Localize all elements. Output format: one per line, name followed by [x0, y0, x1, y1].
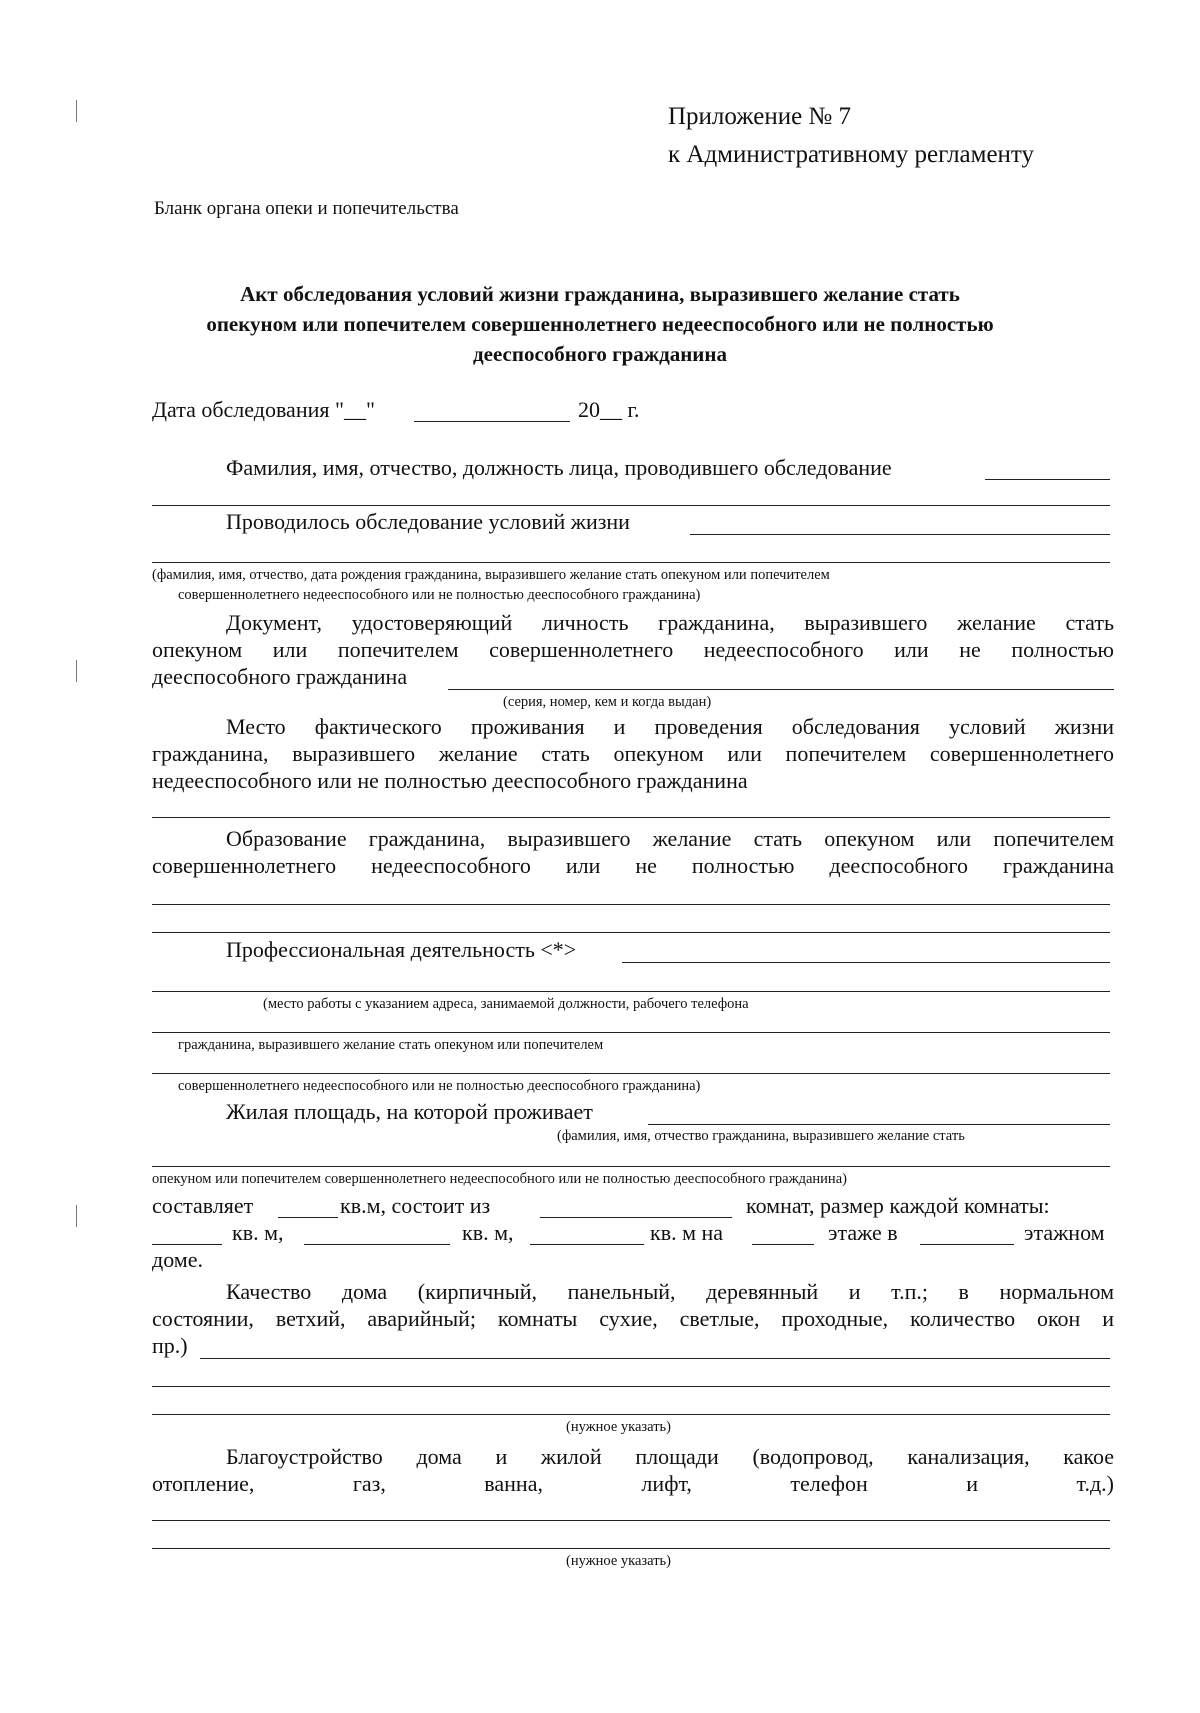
date-label: Дата обследования "__"	[152, 397, 375, 422]
survey-hint-line1: (фамилия, имя, отчество, дата рождения гражданина, выразившего желание стать опекуном или попечителем	[152, 567, 830, 583]
document-field[interactable]	[448, 689, 1114, 690]
profession-field-cont3[interactable]	[152, 1073, 1110, 1074]
quality-line1: Качество дома (кирпичный, панельный, деревянный и т.п.; в нормальном	[226, 1279, 1114, 1304]
quality-field-cont[interactable]	[152, 1386, 1110, 1387]
date-month-field[interactable]	[414, 421, 570, 422]
residence-field[interactable]	[152, 817, 1110, 818]
living-space-owner-field-cont[interactable]	[152, 1166, 1110, 1167]
room3-unit: кв. м на	[650, 1220, 724, 1245]
area-label-c: комнат, размер каждой комнаты:	[746, 1193, 1050, 1218]
profession-hint1: (место работы с указанием адреса, занимаемой должности, рабочего телефона	[263, 996, 749, 1012]
area-field[interactable]	[278, 1217, 338, 1218]
residence-line3: недееспособного или не полностью дееспособного гражданина	[152, 768, 748, 793]
room1-field[interactable]	[152, 1244, 222, 1245]
room2-field[interactable]	[304, 1244, 450, 1245]
rooms-field[interactable]	[540, 1217, 732, 1218]
education-field[interactable]	[152, 904, 1110, 905]
quality-line2: состоянии, ветхий, аварийный; комнаты сухие, светлые, проходные, количество окон и	[152, 1306, 1114, 1331]
floor-field[interactable]	[752, 1244, 814, 1245]
document-line3: дееспособного гражданина	[152, 664, 408, 689]
quality-field-cont2[interactable]	[152, 1414, 1110, 1415]
area-label-a: составляет	[152, 1193, 254, 1218]
profession-field-cont[interactable]	[152, 991, 1110, 992]
quality-line3: пр.)	[152, 1333, 188, 1358]
doc-title-line1: Акт обследования условий жизни гражданина, выразившего желание стать	[240, 282, 960, 306]
document-line2: опекуном или попечителем совершеннолетнего недееспособного или не полностью	[152, 637, 1114, 662]
blank-label: Бланк органа опеки и попечительства	[154, 198, 459, 219]
amenities-field-cont[interactable]	[152, 1548, 1110, 1549]
living-space-hint1: (фамилия, имя, отчество гражданина, выразившего желание стать	[557, 1128, 965, 1144]
education-field-cont[interactable]	[152, 932, 1110, 933]
profession-field-cont2[interactable]	[152, 1032, 1110, 1033]
scan-mark	[76, 660, 77, 682]
doc-title-line3: дееспособного гражданина	[473, 342, 727, 366]
living-space-hint2: опекуном или попечителем совершеннолетнего недееспособного или не полностью дееспособного гражданина)	[152, 1171, 847, 1187]
date-year: 20__ г.	[578, 397, 640, 422]
document-hint: (серия, номер, кем и когда выдан)	[503, 694, 712, 710]
inspector-field[interactable]	[985, 479, 1110, 480]
storeys-label: этажном	[1024, 1220, 1105, 1245]
document-line1: Документ, удостоверяющий личность гражданина, выразившего желание стать	[226, 610, 1114, 635]
profession-label: Профессиональная деятельность <*>	[226, 937, 577, 962]
inspector-field-cont[interactable]	[152, 505, 1110, 506]
amenities-line2: отопление, газ, ванна, лифт, телефон и т.д.)	[152, 1471, 1114, 1496]
education-line2: совершеннолетнего недееспособного или не полностью дееспособного гражданина	[152, 853, 1114, 878]
amenities-hint: (нужное указать)	[566, 1553, 671, 1569]
room1-unit: кв. м,	[232, 1220, 284, 1245]
quality-hint: (нужное указать)	[566, 1419, 671, 1435]
house-label: доме.	[152, 1247, 203, 1272]
residence-line2: гражданина, выразившего желание стать опекуном или попечителем совершеннолетнего	[152, 741, 1114, 766]
survey-hint-line2: совершеннолетнего недееспособного или не полностью дееспособного гражданина)	[178, 587, 701, 603]
profession-field[interactable]	[622, 962, 1110, 963]
living-space-owner-field[interactable]	[648, 1124, 1110, 1125]
amenities-field[interactable]	[152, 1520, 1110, 1521]
doc-title-line2: опекуном или попечителем совершеннолетнего недееспособного или не полностью	[206, 312, 994, 336]
quality-field[interactable]	[200, 1358, 1110, 1359]
profession-hint3: совершеннолетнего недееспособного или не полностью дееспособного гражданина)	[178, 1078, 701, 1094]
education-line1: Образование гражданина, выразившего желание стать опекуном или попечителем	[226, 826, 1114, 851]
scan-mark	[76, 100, 77, 122]
appendix-reference: к Административному регламенту	[668, 141, 1035, 168]
scan-mark	[76, 1205, 77, 1227]
area-label-b: кв.м, состоит из	[340, 1193, 491, 1218]
appendix-number: Приложение № 7	[668, 103, 852, 130]
floor-label: этаже в	[828, 1220, 898, 1245]
profession-hint2: гражданина, выразившего желание стать опекуном или попечителем	[178, 1037, 604, 1053]
survey-field-cont[interactable]	[152, 562, 1110, 563]
survey-label: Проводилось обследование условий жизни	[226, 509, 630, 534]
residence-line1: Место фактического проживания и проведения обследования условий жизни	[226, 714, 1114, 739]
room3-field[interactable]	[530, 1244, 644, 1245]
room2-unit: кв. м,	[462, 1220, 514, 1245]
storeys-field[interactable]	[920, 1244, 1014, 1245]
amenities-line1: Благоустройство дома и жилой площади (водопровод, канализация, какое	[226, 1444, 1114, 1469]
living-space-label: Жилая площадь, на которой проживает	[226, 1099, 593, 1124]
inspector-label: Фамилия, имя, отчество, должность лица, проводившего обследование	[226, 455, 892, 480]
survey-field[interactable]	[690, 534, 1110, 535]
